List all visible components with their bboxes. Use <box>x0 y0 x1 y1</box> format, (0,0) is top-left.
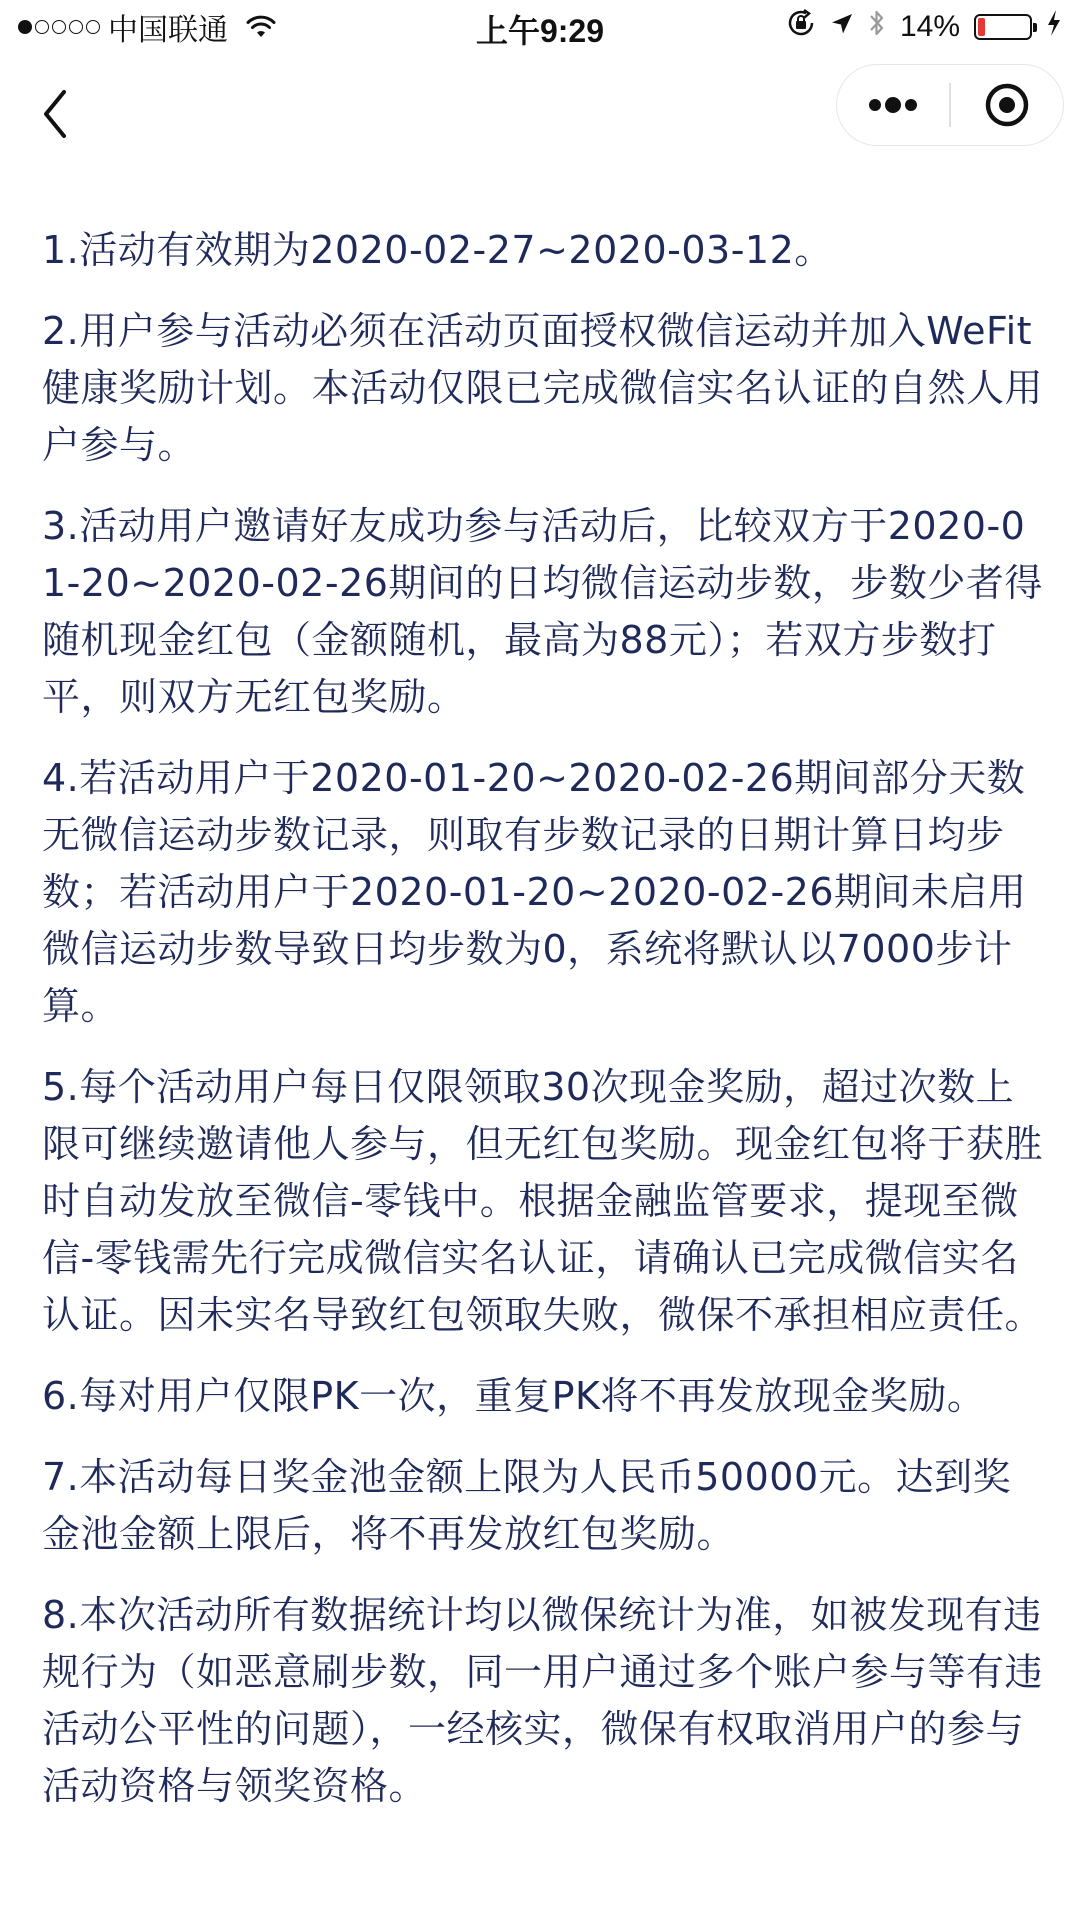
close-button[interactable] <box>951 65 1063 145</box>
status-bar <box>0 0 1080 54</box>
battery-percent: 14% <box>899 10 960 43</box>
rotation-lock-icon <box>786 8 816 46</box>
rule-item-3: 3.活动用户邀请好友成功参与活动后，比较双方于2020-01-20~2020-02-26期间的日均微信运动步数，步数少者得随机现金红包（金额随机，最高为88元）；若双方步数打平，则双方无红包奖励。 <box>42 504 1043 719</box>
rule-item-8: 8.本次活动所有数据统计均以微保统计为准，如被发现有违规行为（如恶意刷步数，同一用户通过多个账户参与等有违活动公平性的问题），一经核实，微保有权取消用户的参与活动资格与领奖资格。 <box>42 1593 1044 1808</box>
location-arrow-icon <box>830 10 854 44</box>
rule-item-5: 5.每个活动用户每日仅限领取30次现金奖励，超过次数上限可继续邀请他人参与，但无红包奖励。现金红包将于获胜时自动发放至微信-零钱中。根据金融监管要求，提现至微信-零钱需先行完成微信实名认证，请确认已完成微信实名认证。因未实名导致红包领取失败，微保不承担相应责任。 <box>42 1065 1044 1337</box>
back-button[interactable] <box>36 84 76 144</box>
status-right <box>786 8 1062 46</box>
bluetooth-icon <box>868 8 886 46</box>
carrier-name: 中国联通 <box>108 14 228 47</box>
rules-content <box>42 222 1047 1839</box>
chevron-left-icon <box>36 84 76 144</box>
battery-level-fill <box>978 18 985 36</box>
rule-item-1: 1.活动有效期为2020-02-27~2020-03-12。 <box>42 228 833 272</box>
more-dots-icon <box>867 97 919 113</box>
rule-item-2: 2.用户参与活动必须在活动页面授权微信运动并加入WeFit健康奖励计划。本活动仅限已完成微信实名认证的自然人用户参与。 <box>42 309 1044 467</box>
nav-bar <box>0 54 1080 164</box>
target-circle-icon <box>983 81 1031 129</box>
mini-program-capsule <box>836 64 1064 146</box>
rule-item-6: 6.每对用户仅限PK一次，重复PK将不再发放现金奖励。 <box>42 1374 986 1418</box>
clock: 上午9:29 <box>475 13 605 49</box>
battery-icon <box>974 14 1032 40</box>
more-button[interactable] <box>837 65 949 145</box>
rule-item-7: 7.本活动每日奖金池金额上限为人民币50000元。达到奖金池金额上限后，将不再发放红包奖励。 <box>42 1455 1012 1556</box>
charging-bolt-icon <box>1046 9 1062 45</box>
rule-item-4: 4.若活动用户于2020-01-20~2020-02-26期间部分天数无微信运动步数记录，则取有步数记录的日期计算日均步数；若活动用户于2020-01-20~2020-02-26期间未启用微信运动步数导致日均步数为0，系统将默认以7000步计算。 <box>42 756 1027 1028</box>
